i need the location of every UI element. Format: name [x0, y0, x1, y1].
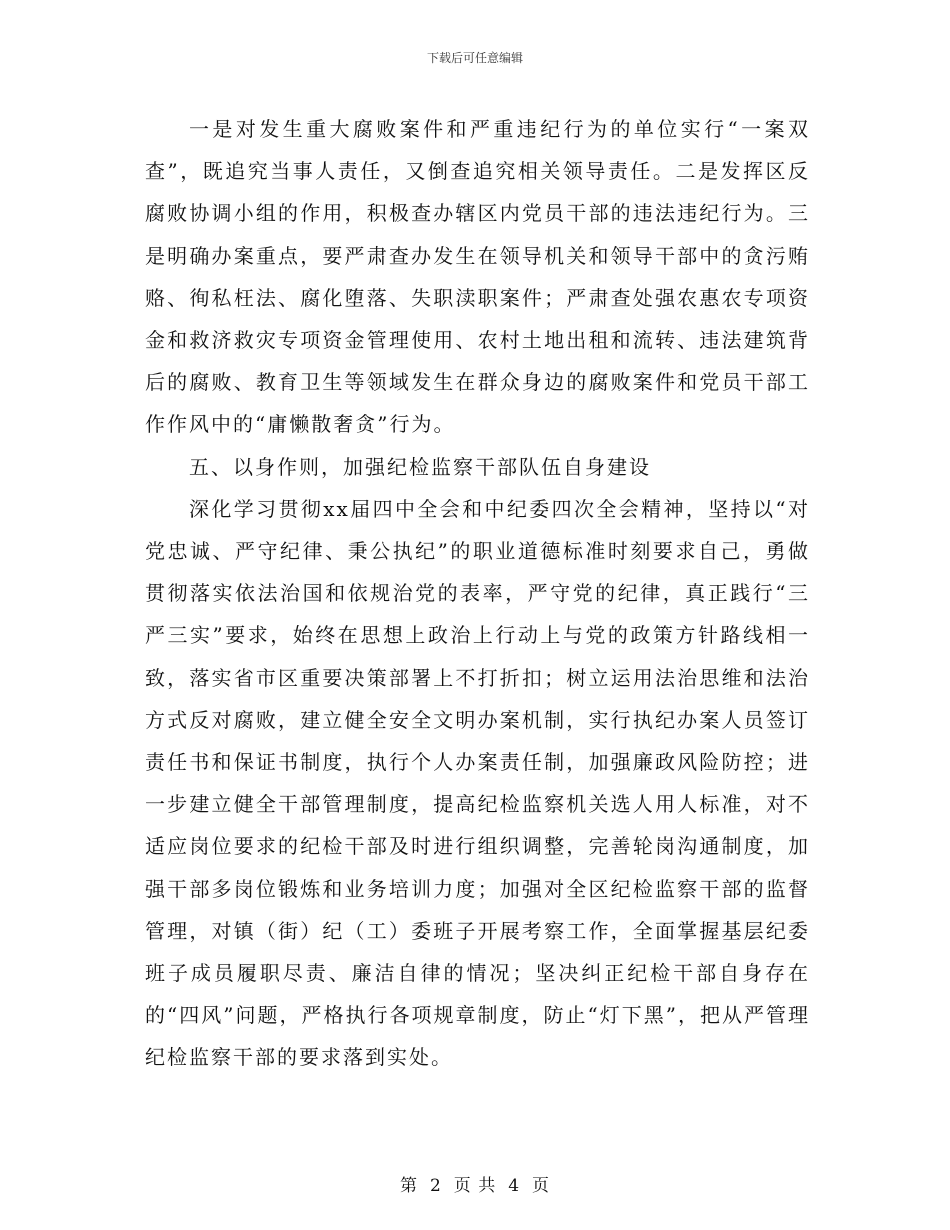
- current-page-number: 2: [429, 1176, 442, 1196]
- page-header: 下载后可任意编辑: [426, 51, 523, 65]
- total-page-number: 4: [508, 1176, 521, 1196]
- page-prefix: 第: [399, 1176, 418, 1196]
- section-heading-self-building: 五、以身作则，加强纪检监察干部队伍自身建设: [189, 454, 651, 479]
- page-suffix: 页: [532, 1176, 551, 1196]
- paragraph-self-building: 深化学习贯彻xx届四中全会和中纪委四次全会精神，坚持以“对党忠诚、严守纪律、秉公执纪”的职业道德标准时刻要求自己，勇做贯彻落实依法治国和依规治党的表率，严守党的纪律，真正践行“三严三实”要求，始终在思想上政治上行动上与党的政策方针路线相一致，落实省市区重要决策部署上不打折扣；树立运用法治思维和法治方式反对腐败，建立健全安全文明办案机制，实行执纪办案人员签订责任书和保证书制度，执行个人办案责任制，加强廉政风险防控；进一步建立健全干部管理制度，提高纪检监察机关选人用人标准，对不适应岗位要求的纪检干部及时进行组织调整，完善轮岗沟通制度，加强干部多岗位锻炼和业务培训力度；加强对全区纪检监察干部的监督管理，对镇（街）纪（工）委班子开展考察工作，全面掌握基层纪委班子成员履职尽责、廉洁自律的情况；坚决纠正纪检干部自身存在的“四风”问题，严格执行各项规章制度，防止“灯下黑”，把从严管理纪检监察干部的要求落到实处。: [145, 496, 810, 1070]
- paragraph-accountability: 一是对发生重大腐败案件和严重违纪行为的单位实行“一案双查”，既追究当事人责任，又倒查追究相关领导责任。二是发挥区反腐败协调小组的作用，积极查办辖区内党员干部的违法违纪行为。三是明确办案重点，要严肃查办发生在领导机关和领导干部中的贪污贿赂、徇私枉法、腐化堕落、失职渎职案件；严肃查处强农惠农专项资金和救济救灾专项资金管理使用、农村土地出租和流转、违法建筑背后的腐败、教育卫生等领域发生在群众身边的腐败案件和党员干部工作作风中的“庸懒散奢贪”行为。: [145, 117, 810, 437]
- page-number-footer: [0, 1175, 950, 1197]
- page-middle-text: 页 共: [453, 1176, 497, 1196]
- document-body: [145, 108, 810, 1079]
